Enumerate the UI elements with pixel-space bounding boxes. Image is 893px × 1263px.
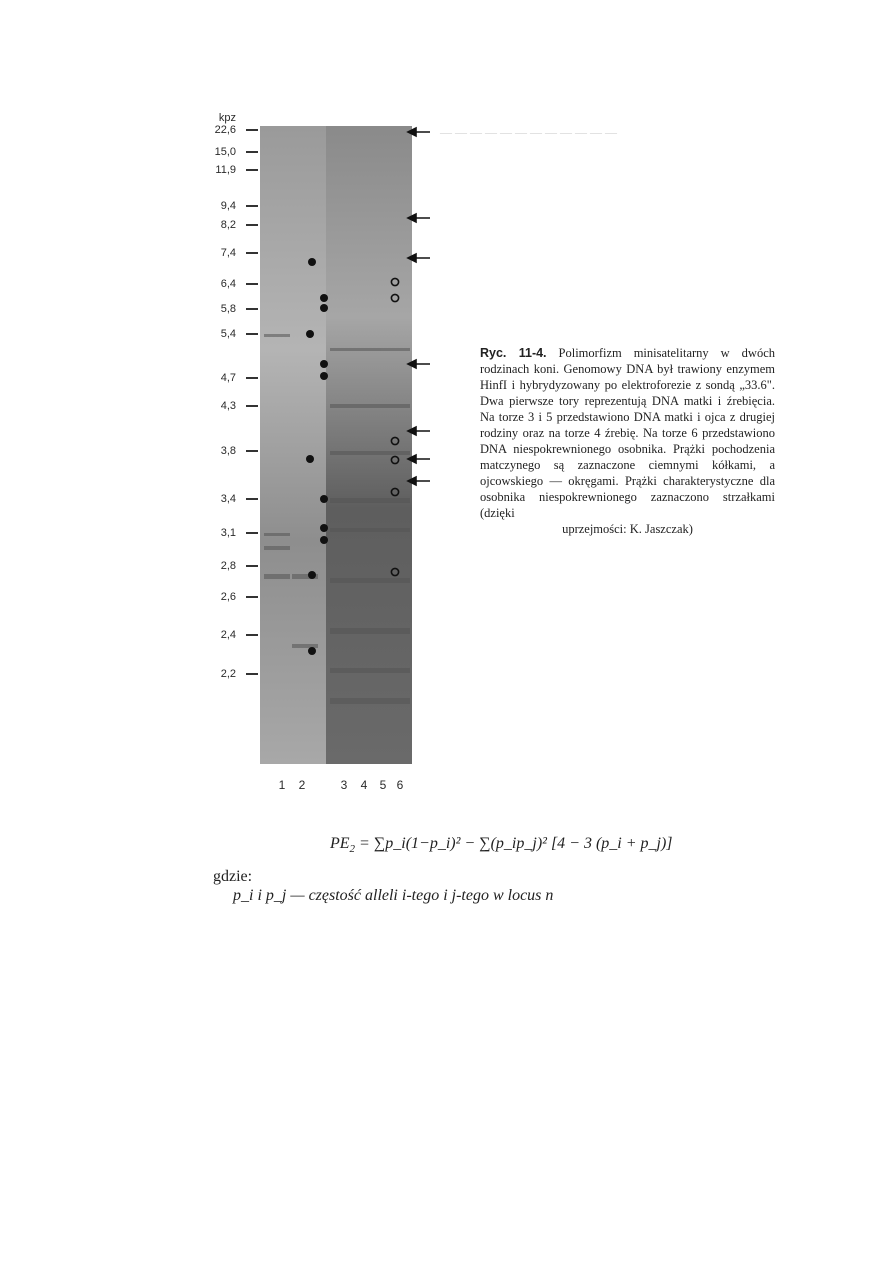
caption-lead: Ryc. 11-4. <box>480 346 547 360</box>
lane-label: 3 <box>340 778 348 792</box>
formula-rhs: = ∑p_i(1−p_i)² − ∑(p_ip_j)² [4 − 3 (p_i + p_j)] <box>359 835 673 852</box>
lane-label: 6 <box>396 778 404 792</box>
scale-label: 2,8 <box>220 560 236 572</box>
variable-definition: p_i i p_j — częstość alleli i-tego i j-tego w locus n <box>233 887 554 904</box>
figure-caption <box>480 345 775 537</box>
scale-label: 11,9 <box>215 164 236 176</box>
lane-label: 2 <box>298 778 306 792</box>
scale-label: 22,6 <box>214 124 236 136</box>
scale-label: 2,6 <box>220 591 236 603</box>
formula <box>330 835 673 855</box>
scale-label: 3,8 <box>220 445 236 457</box>
scale-label: 2,4 <box>220 629 236 641</box>
lane-label: 4 <box>360 778 368 792</box>
scale-label: 8,2 <box>220 219 236 231</box>
scale-label: 3,4 <box>220 493 236 505</box>
gel-image <box>200 108 430 808</box>
scale-label: 4,3 <box>220 400 236 412</box>
scale-label: 5,4 <box>220 328 236 340</box>
scale-label: 15,0 <box>214 146 236 158</box>
unit-label: kpz <box>218 112 236 124</box>
scale-label: 7,4 <box>220 247 236 259</box>
scale-label: 5,8 <box>220 303 236 315</box>
scale-label: 2,2 <box>220 668 236 680</box>
bleed-through-text: — — — — — — — — — — — — <box>440 125 617 139</box>
formula-lhs: PE <box>330 835 350 852</box>
caption-credit: uprzejmości: K. Jaszczak) <box>562 522 693 536</box>
scale-label: 3,1 <box>220 527 236 539</box>
gel-figure <box>200 108 430 808</box>
lane-label: 1 <box>278 778 286 792</box>
scale-label: 4,7 <box>220 372 236 384</box>
scale-label: 9,4 <box>220 200 236 212</box>
caption-body: Polimorfizm minisatelitarny w dwóch rodzinach koni. Genomowy DNA był trawiony enzymem HinfI i hybrydyzowany po elektroforezie z sondą „33.6". Dwa pierwsze tory reprezentują DNA matki i źrebięcia. Na torze 3 i 5 przedstawiono DNA matki i ojca z drugiej rodziny oraz na torze 4 źrebię. Na torze 6 przedstawiono DNA niespokrewnionego osobnika. Prążki pochodzenia matczynego są zaznaczone ciemnymi kółkami, a ojcowskiego — okręgami. Prążki charakterystyczne dla osobnika niespokrewnionego zaznaczono strzałkami (dzięki <box>480 346 775 520</box>
formula-lhs-subscript: 2 <box>349 843 356 856</box>
lane-label: 5 <box>379 778 387 792</box>
gdzie-label: gdzie: <box>213 868 253 885</box>
scale-label: 6,4 <box>220 278 236 290</box>
